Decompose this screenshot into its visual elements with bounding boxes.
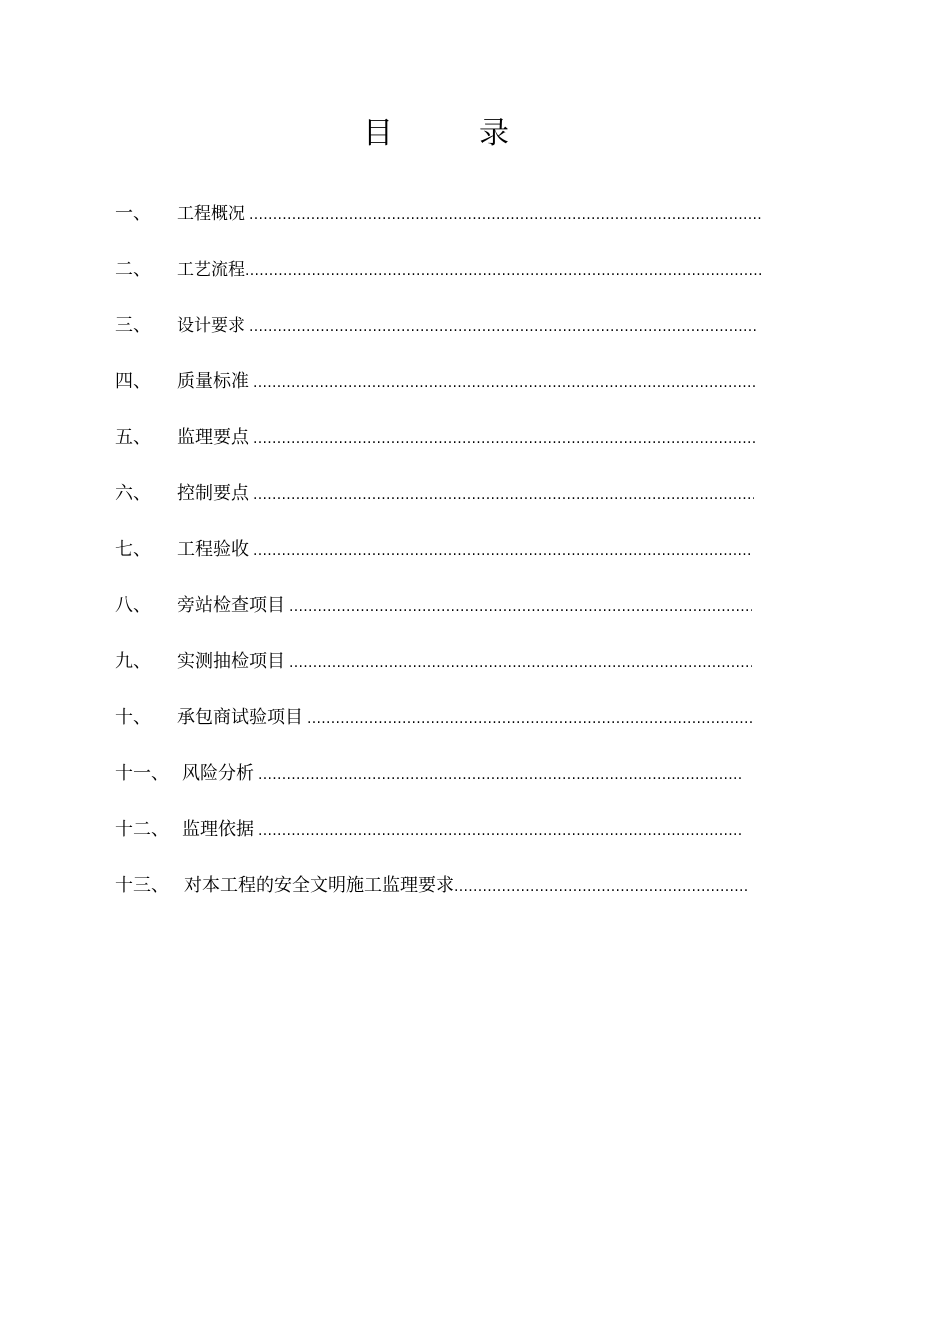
toc-item[interactable] <box>115 254 761 310</box>
toc-item[interactable] <box>115 198 761 254</box>
toc-item[interactable] <box>115 758 743 814</box>
toc-item-number: 二、 <box>115 259 151 280</box>
toc-item-number: 十二、 <box>115 819 169 840</box>
toc-item-title: 实测抽检项目 <box>177 651 285 672</box>
toc-item-title: 质量标准 <box>177 371 249 392</box>
toc-item-title: 工程概况 <box>177 204 245 224</box>
toc-item-number: 十三、 <box>115 875 169 896</box>
toc-item-number: 十一、 <box>115 763 169 784</box>
toc-item[interactable] <box>115 534 752 590</box>
toc-item[interactable] <box>115 422 757 478</box>
toc-dot-leader <box>253 366 757 400</box>
toc-dot-leader <box>307 702 752 736</box>
toc-item-title: 风险分析 <box>182 763 254 784</box>
toc-item-number: 七、 <box>115 539 151 560</box>
toc-dot-leader <box>258 758 743 792</box>
toc-item-number: 一、 <box>115 203 151 224</box>
toc-item[interactable] <box>115 310 757 366</box>
toc-dot-leader <box>253 422 757 456</box>
toc-dot-leader <box>253 534 752 568</box>
toc-item-title: 对本工程的安全文明施工监理要求 <box>184 875 454 896</box>
toc-item-number: 三、 <box>115 315 151 336</box>
toc-item[interactable] <box>115 590 752 646</box>
toc-dot-leader <box>249 198 761 232</box>
toc-dot-leader <box>454 870 749 904</box>
toc-item-title: 旁站检查项目 <box>177 595 285 616</box>
toc-item-title: 监理要点 <box>177 427 249 448</box>
toc-item-title: 工程验收 <box>177 539 249 560</box>
toc-item-number: 四、 <box>115 371 151 392</box>
toc-item[interactable] <box>115 646 752 702</box>
toc-item-title: 设计要求 <box>177 316 245 336</box>
toc-item-number: 五、 <box>115 427 151 448</box>
toc-dot-leader <box>289 646 752 680</box>
toc-item[interactable] <box>115 814 743 870</box>
toc-title: 目 录 <box>363 116 537 151</box>
toc-item-number: 八、 <box>115 595 151 616</box>
toc-item[interactable] <box>115 870 749 926</box>
toc-item-title: 控制要点 <box>177 483 249 504</box>
table-of-contents <box>115 198 795 926</box>
toc-item-title: 工艺流程 <box>177 260 245 280</box>
toc-item[interactable] <box>115 702 752 758</box>
toc-item-title: 承包商试验项目 <box>177 707 303 728</box>
toc-dot-leader <box>258 814 743 848</box>
toc-item-number: 六、 <box>115 483 151 504</box>
toc-item-number: 十、 <box>115 707 151 728</box>
toc-dot-leader <box>289 590 752 624</box>
toc-dot-leader <box>253 478 754 512</box>
toc-item-number: 九、 <box>115 651 151 672</box>
toc-item-title: 监理依据 <box>182 819 254 840</box>
toc-dot-leader <box>245 254 761 288</box>
toc-dot-leader <box>249 310 757 344</box>
toc-item[interactable] <box>115 366 757 422</box>
toc-item[interactable] <box>115 478 754 534</box>
